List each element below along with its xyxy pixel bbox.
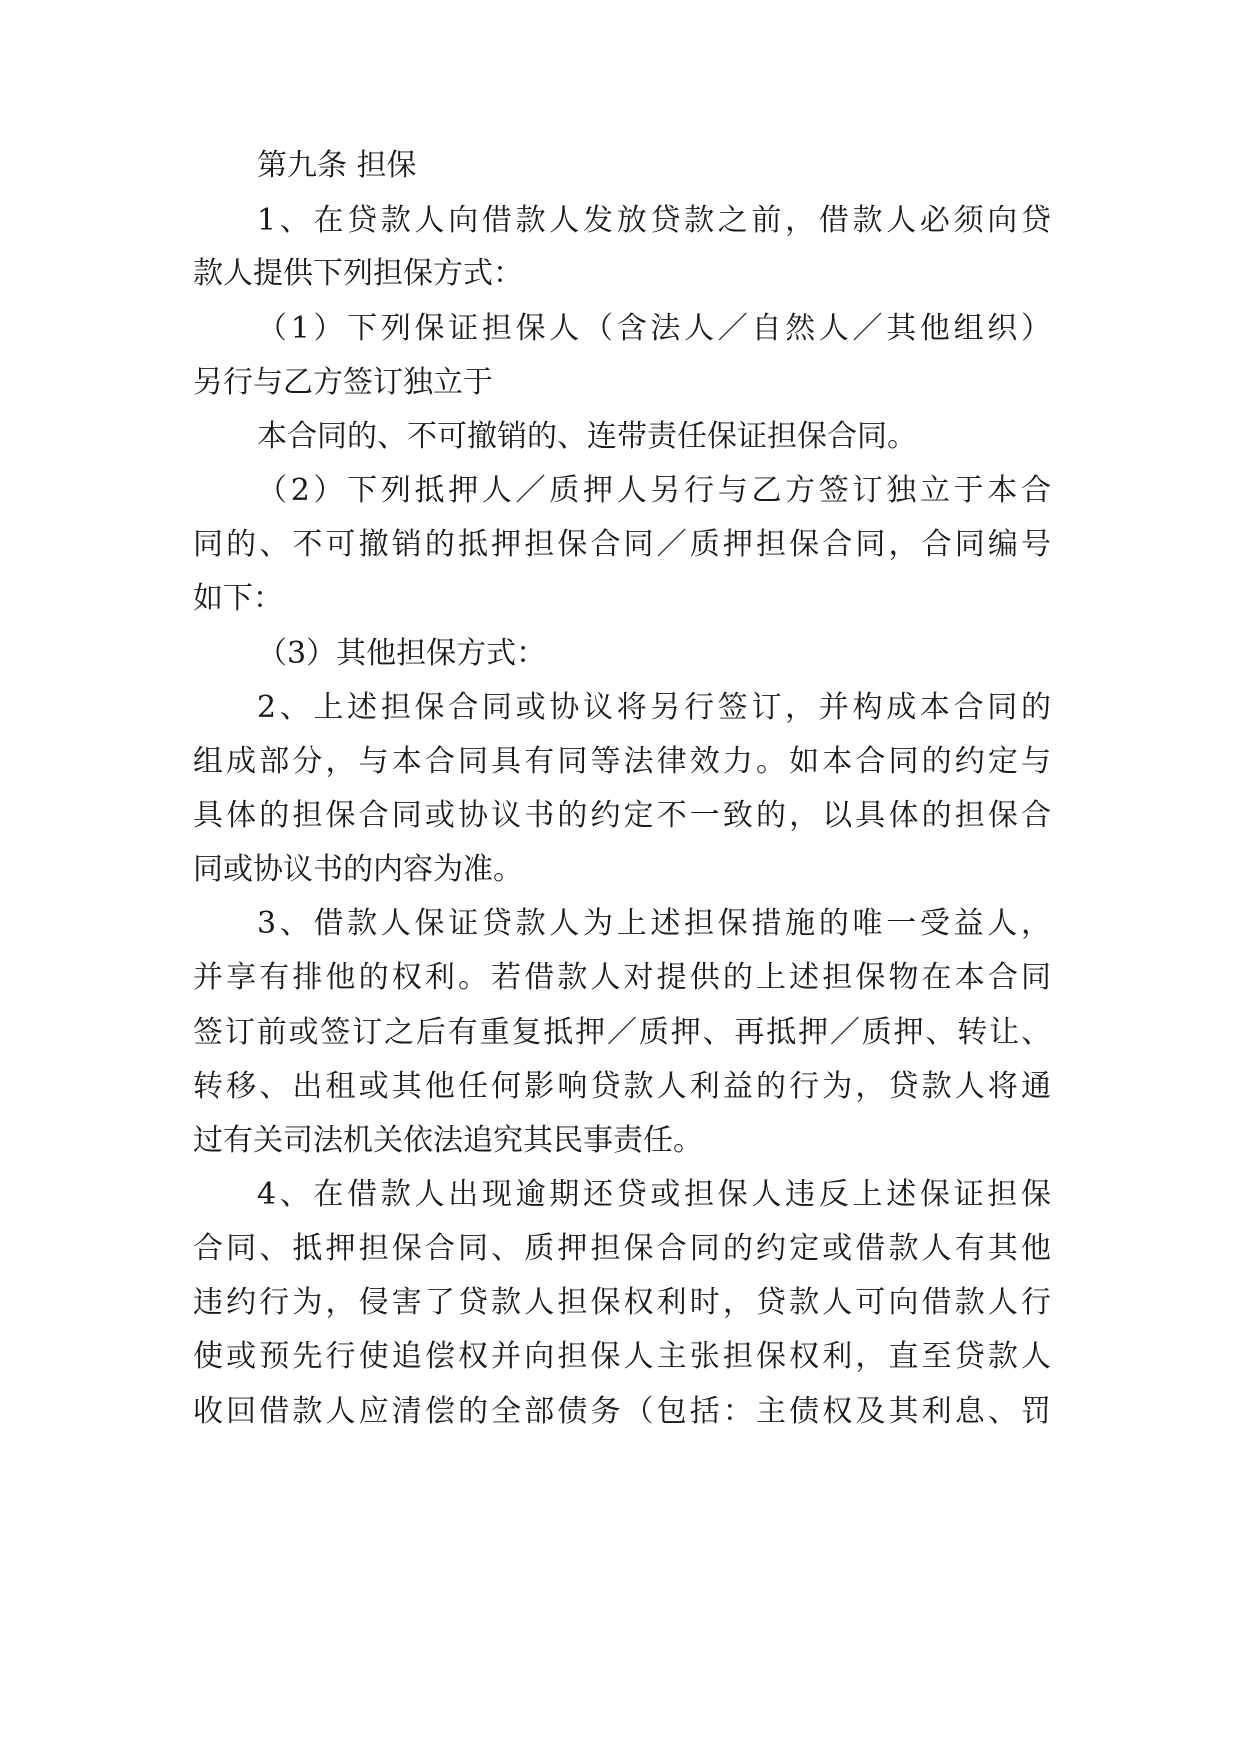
clause-3-line-1: 3、借款人保证贷款人为上述担保措施的唯一受益人，	[257, 906, 1051, 941]
clause-2-line-1: 2、上述担保合同或协议将另行签订，并构成本合同的	[257, 690, 1051, 725]
item-1-line-1: （1）下列保证担保人（含法人／自然人／其他组织）	[257, 311, 1051, 346]
clause-2-line-3: 具体的担保合同或协议书的约定不一致的，以具体的担保合	[193, 798, 1051, 833]
clause-4-line-4: 使或预先行使追偿权并向担保人主张担保权利，直至贷款人	[193, 1339, 1051, 1374]
clause-3-line-2: 并享有排他的权利。若借款人对提供的上述担保物在本合同	[193, 960, 1051, 995]
clause-4-line-5: 收回借款人应清偿的全部债务（包括：主债权及其利息、罚	[193, 1394, 1051, 1429]
item-1-line-2: 另行与乙方签订独立于	[193, 365, 493, 400]
item-3-line-1: （3）其他担保方式：	[257, 636, 547, 671]
clause-2-line-2: 组成部分，与本合同具有同等法律效力。如本合同的约定与	[193, 744, 1051, 779]
clause-4-line-3: 违约行为，侵害了贷款人担保权利时，贷款人可向借款人行	[193, 1285, 1051, 1320]
clause-1-line-1: 1、在贷款人向借款人发放贷款之前，借款人必须向贷	[257, 203, 1051, 238]
clause-3-line-5: 过有关司法机关依法追究其民事责任。	[193, 1123, 703, 1158]
clause-1-line-2: 款人提供下列担保方式：	[193, 256, 523, 291]
clause-3-line-4: 转移、出租或其他任何影响贷款人利益的行为，贷款人将通	[193, 1069, 1051, 1104]
clause-4-line-2: 合同、抵押担保合同、质押担保合同的约定或借款人有其他	[193, 1231, 1051, 1266]
clause-3-line-3: 签订前或签订之后有重复抵押／质押、再抵押／质押、转让、	[193, 1015, 1051, 1050]
section-heading: 第九条 担保	[257, 148, 417, 183]
clause-2-line-4: 同或协议书的内容为准。	[193, 852, 523, 887]
item-2-line-1: （2）下列抵押人／质押人另行与乙方签订独立于本合	[257, 473, 1051, 508]
item-1-line-3: 本合同的、不可撤销的、连带责任保证担保合同。	[257, 419, 917, 454]
clause-4-line-1: 4、在借款人出现逾期还贷或担保人违反上述保证担保	[257, 1177, 1051, 1212]
item-2-line-3: 如下：	[193, 581, 283, 616]
item-2-line-2: 同的、不可撤销的抵押担保合同／质押担保合同，合同编号	[193, 527, 1051, 562]
